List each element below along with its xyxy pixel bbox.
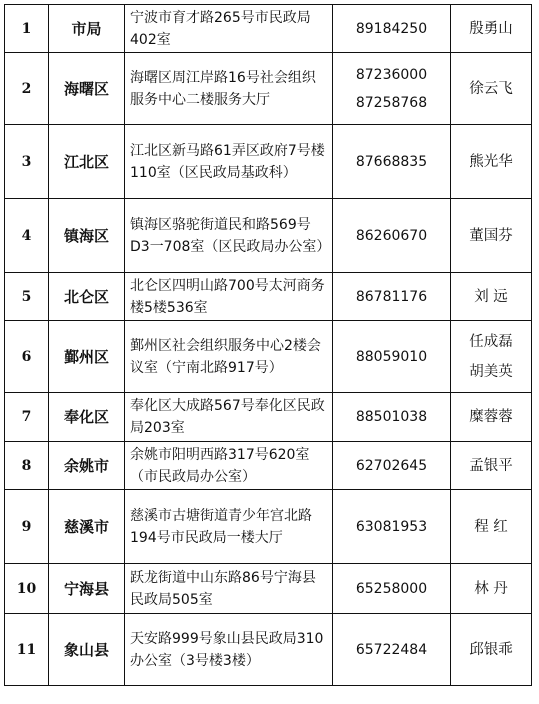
- phone-cell: [333, 125, 451, 199]
- table-row: [5, 442, 532, 490]
- row-number: 11: [5, 614, 49, 686]
- phone-number: 88501038: [355, 409, 428, 425]
- address-text: 镇海区骆驼街道民和路569号D3一708室（区民政局办公室）: [130, 216, 331, 255]
- contact-table: [4, 4, 532, 686]
- contact-name: 徐云飞: [469, 80, 513, 97]
- row-number: 8: [5, 442, 49, 490]
- phone-cell: [333, 5, 451, 53]
- table-row: [5, 125, 532, 199]
- address-text: 宁波市育才路265号市民政局402室: [130, 9, 311, 48]
- phone-number: 87668835: [355, 153, 428, 170]
- phone-number: 87258768: [355, 94, 428, 111]
- phone-cell: [333, 564, 451, 614]
- address-text: 奉化区大成路567号奉化区民政局203室: [130, 398, 325, 436]
- row-number: 4: [5, 199, 49, 273]
- contact-cell: [451, 125, 532, 199]
- table-row: [5, 5, 532, 53]
- contact-cell: [451, 321, 532, 393]
- row-number: 5: [5, 273, 49, 321]
- row-number: 6: [5, 321, 49, 393]
- phone-cell: [333, 393, 451, 442]
- address-cell: [125, 442, 333, 490]
- phone-number: 63081953: [355, 518, 428, 535]
- table-row: [5, 393, 532, 442]
- address-text: 天安路999号象山县民政局310办公室（3号楼3楼）: [130, 630, 324, 669]
- phone-number: 89184250: [355, 20, 428, 37]
- contact-cell: [451, 393, 532, 442]
- address-text: 跃龙街道中山东路86号宁海县民政局505室: [130, 569, 316, 608]
- address-text: 江北区新马路61弄区政府7号楼110室（区民政局基政科）: [130, 142, 325, 181]
- address-cell: [125, 564, 333, 614]
- contact-cell: [451, 442, 532, 490]
- phone-cell: [333, 273, 451, 321]
- address-cell: [125, 125, 333, 199]
- district-name: 鄞州区: [49, 321, 125, 393]
- row-number: 1: [5, 5, 49, 53]
- contact-cell: [451, 199, 532, 273]
- phone-number: 88059010: [355, 348, 428, 365]
- district-name: 象山县: [49, 614, 125, 686]
- address-cell: [125, 5, 333, 53]
- district-name: 江北区: [49, 125, 125, 199]
- contact-name: 林 丹: [474, 580, 508, 597]
- contact-name: 熊光华: [469, 153, 513, 170]
- contact-name: 刘 远: [474, 288, 508, 305]
- table-row: [5, 490, 532, 564]
- district-name: 海曙区: [49, 53, 125, 125]
- phone-cell: [333, 53, 451, 125]
- contact-name: 糜蓉蓉: [469, 409, 513, 425]
- district-name: 北仑区: [49, 273, 125, 321]
- contact-cell: [451, 5, 532, 53]
- row-number: 9: [5, 490, 49, 564]
- table-row: [5, 273, 532, 321]
- phone-cell: [333, 442, 451, 490]
- contact-name: 董国芬: [469, 227, 513, 244]
- address-cell: [125, 53, 333, 125]
- address-cell: [125, 393, 333, 442]
- district-name: 奉化区: [49, 393, 125, 442]
- address-cell: [125, 614, 333, 686]
- contact-cell: [451, 53, 532, 125]
- contact-cell: [451, 490, 532, 564]
- phone-number: 65722484: [355, 641, 428, 658]
- table-row: [5, 614, 532, 686]
- address-text: 鄞州区社会组织服务中心2楼会议室（宁南北路917号）: [130, 337, 321, 376]
- contact-name: 胡美英: [469, 363, 513, 380]
- contact-cell: [451, 273, 532, 321]
- row-number: 3: [5, 125, 49, 199]
- district-name: 宁海县: [49, 564, 125, 614]
- table-row: [5, 564, 532, 614]
- district-name: 市局: [49, 5, 125, 53]
- phone-number: 62702645: [355, 457, 428, 474]
- phone-number: 86260670: [355, 227, 428, 244]
- contact-cell: [451, 564, 532, 614]
- district-name: 镇海区: [49, 199, 125, 273]
- district-name: 余姚市: [49, 442, 125, 490]
- contact-name: 殷勇山: [469, 20, 513, 37]
- table-row: [5, 199, 532, 273]
- address-cell: [125, 490, 333, 564]
- table-row: [5, 321, 532, 393]
- address-cell: [125, 199, 333, 273]
- phone-cell: [333, 321, 451, 393]
- contact-name: 邱银乖: [469, 641, 513, 658]
- address-text: 余姚市阳明西路317号620室（市民政局办公室）: [130, 446, 310, 485]
- address-cell: [125, 321, 333, 393]
- address-cell: [125, 273, 333, 321]
- row-number: 7: [5, 393, 49, 442]
- address-text: 海曙区周江岸路16号社会组织服务中心二楼服务大厅: [130, 69, 316, 108]
- phone-cell: [333, 490, 451, 564]
- row-number: 2: [5, 53, 49, 125]
- address-text: 慈溪市古塘街道青少年宫北路194号市民政局一楼大厅: [130, 507, 312, 546]
- district-name: 慈溪市: [49, 490, 125, 564]
- contact-cell: [451, 614, 532, 686]
- phone-number: 87236000: [355, 66, 428, 83]
- phone-number: 86781176: [355, 288, 428, 305]
- contact-name: 任成磊: [469, 333, 513, 350]
- row-number: 10: [5, 564, 49, 614]
- address-text: 北仑区四明山路700号太河商务楼5楼536室: [130, 277, 325, 316]
- phone-number: 65258000: [355, 580, 428, 597]
- table-row: [5, 53, 532, 125]
- phone-cell: [333, 614, 451, 686]
- contact-name: 孟银平: [469, 457, 513, 474]
- contact-name: 程 红: [474, 518, 508, 535]
- phone-cell: [333, 199, 451, 273]
- table-body: [5, 5, 532, 686]
